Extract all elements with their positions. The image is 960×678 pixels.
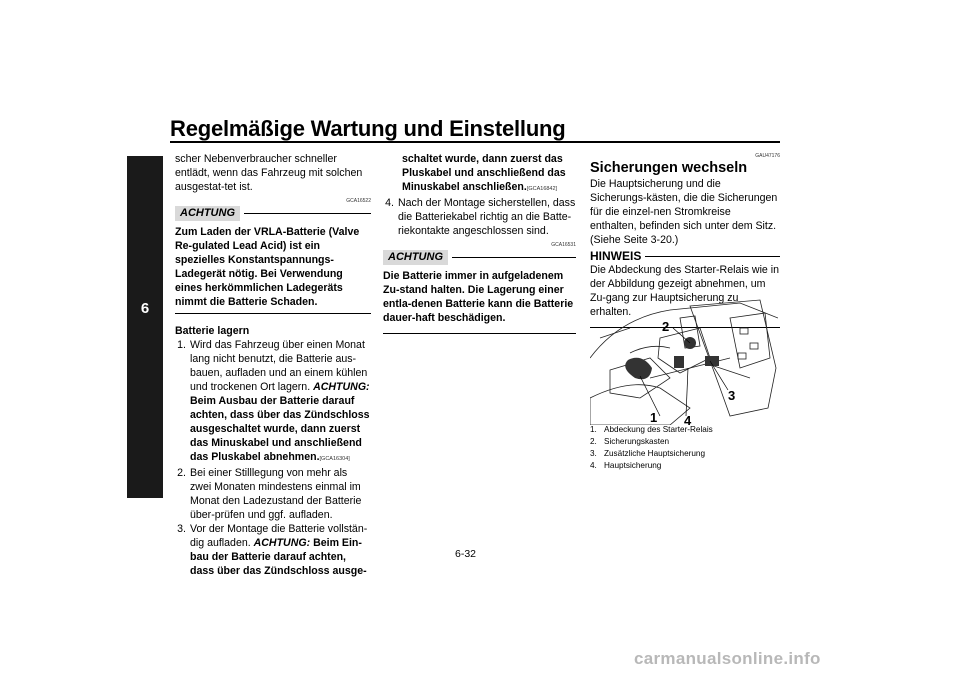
list-text [190, 522, 371, 578]
column-2 [383, 152, 576, 334]
page-number: 6-32 [455, 548, 477, 560]
caution-code: GCA16531 [551, 242, 576, 248]
caution-end-rule [383, 333, 576, 334]
step-text: Vor der Montage die Batterie vollstän-dig aufladen. [190, 523, 368, 549]
caution-rule [452, 257, 576, 258]
continued-code: [GCA16842] [526, 186, 558, 192]
section-title: Sicherungen wechseln [590, 160, 748, 176]
notice-text: Die Abdeckung des Starter-Relais wie in der Abbildung gezeigt abnehmen, um Zu-gang zur Hauptsicherung zu erhalten. [590, 264, 780, 318]
legend-label: Abdeckung des Starter-Relais [604, 425, 713, 434]
list-item [383, 196, 576, 238]
caution-text: Zum Laden der VRLA-Batterie (Valve Re-gulated Lead Acid) ist ein spezielles Konstantspannungs-Ladegerät nötig. Bei Verwendung eines herkömmlichen Ladegeräts nimmt die Batterie Schaden. [175, 226, 360, 308]
list-item [175, 338, 371, 466]
intro-paragraph: scher Nebenverbraucher schneller entlädt, wenn das Fahrzeug mit solchen ausgestat-tet ist. [175, 153, 363, 193]
legend-item [590, 448, 780, 460]
list-text: Nach der Montage sicherstellen, dass die Batteriekabel richtig an die Batte-riekontakte angeschlossen sind. [398, 197, 576, 237]
legend-item [590, 436, 780, 448]
section-paragraph: Die Hauptsicherung und die Sicherungs-kästen, die die Sicherungen für die einzel-nen Stromkreise enthalten, befinden sich unter dem Sitz. (Siehe Seite 3-20.) [590, 178, 778, 246]
column-1 [175, 152, 371, 578]
caution-header [175, 206, 371, 221]
chapter-number: 6 [140, 300, 150, 317]
continued-text [383, 152, 576, 196]
fuse-illustration [590, 298, 778, 425]
steps-list [175, 338, 371, 578]
caution-label: ACHTUNG [383, 250, 448, 265]
list-number: 1. [177, 339, 186, 351]
legend-label: Zusätzliche Hauptsicherung [604, 449, 706, 458]
legend-item [590, 424, 780, 436]
notice-rule [645, 256, 780, 257]
continued-bold: schaltet wurde, dann zuerst das Pluskabel und anschließend das Minuskabel anschließen. [402, 153, 566, 193]
figure-callout-1: 1 [650, 410, 658, 425]
figure-callout-2: 2 [662, 319, 670, 334]
page-title: Regelmäßige Wartung und Einstellung [170, 116, 566, 141]
figure-legend [590, 424, 780, 472]
legend-item [590, 460, 780, 472]
header-rule [170, 141, 780, 143]
caution-inline-code: [GCA16304] [319, 456, 350, 462]
caution-label: ACHTUNG [175, 206, 240, 221]
caution-code: GCA16522 [346, 198, 371, 204]
list-number: 3. [177, 523, 186, 535]
caution-inline-text: Beim Ausbau der Batterie darauf achten, dass über das Zündschloss ausgeschaltet wurde, dann zuerst das Minuskabel und anschließend das Pluskabel abnehmen. [190, 395, 370, 463]
list-text: Bei einer Stilllegung von mehr als zwei Monaten mindestens einmal im Monat den Ladezustand der Batterie über-prüfen und ggf. aufladen. [190, 467, 362, 521]
legend-number: 4. [590, 461, 597, 470]
section-heading: Batterie lagern [175, 325, 250, 337]
watermark: carmanualsonline.info [634, 649, 821, 668]
legend-number: 3. [590, 449, 597, 458]
legend-number: 1. [590, 425, 597, 434]
caution-text: Die Batterie immer in aufgeladenem Zu-stand halten. Die Lagerung einer entla-denen Batterie kann die Batterie dauer-haft beschädigen. [383, 270, 574, 324]
caution-inline-text: Beim Ein-bau der Batterie darauf achten, dass über das Zündschloss ausge- [190, 537, 367, 577]
legend-label: Hauptsicherung [604, 461, 662, 470]
figure-callout-4: 4 [684, 413, 692, 425]
notice-label: HINWEIS [590, 249, 642, 263]
legend-label: Sicherungskasten [604, 437, 670, 446]
step-text: Wird das Fahrzeug über einen Monat lang nicht benutzt, die Batterie aus-bauen, aufladen und an einem kühlen und trockenen Ort lagern. [190, 339, 368, 393]
notice-header [590, 249, 780, 263]
list-item [175, 522, 371, 578]
caution-rule [244, 213, 371, 214]
chapter-tab [127, 156, 163, 498]
list-number: 2. [177, 467, 186, 479]
section-code: GAU47176 [755, 153, 780, 159]
list-text [190, 338, 371, 466]
caution-inline-label: ACHTUNG: [253, 537, 311, 549]
legend-number: 2. [590, 437, 597, 446]
caution-inline-label: ACHTUNG: [313, 381, 370, 393]
caution-header [383, 250, 576, 265]
list-number: 4. [385, 197, 394, 209]
list-item [175, 466, 371, 522]
figure-callout-3: 3 [728, 388, 736, 403]
caution-end-rule [175, 313, 371, 314]
